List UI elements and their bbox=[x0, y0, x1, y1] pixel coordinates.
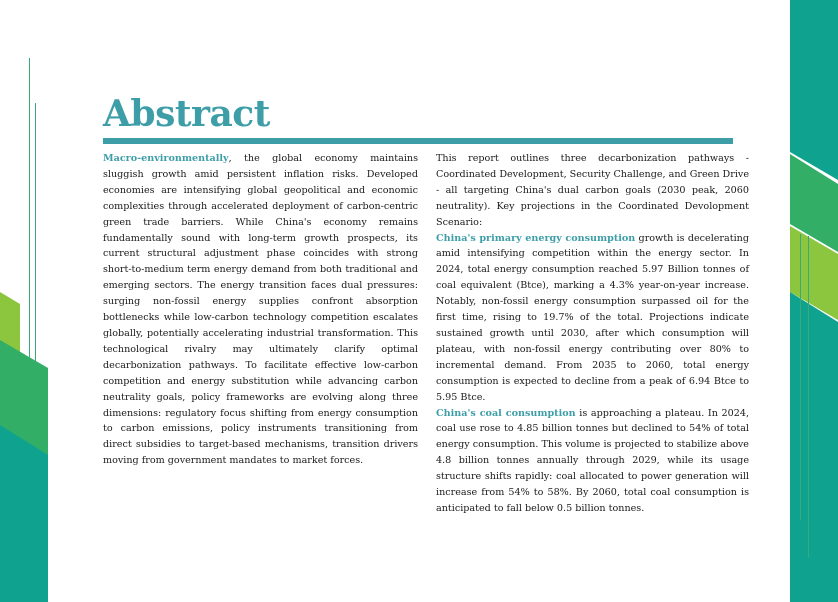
right-teal-top-shape bbox=[790, 0, 838, 180]
macro-lead: Macro-environmentally bbox=[103, 153, 229, 164]
left-decoration bbox=[0, 0, 60, 602]
left-vertical-line-1 bbox=[29, 58, 30, 360]
right-vertical-line-1 bbox=[800, 234, 801, 520]
title-underline bbox=[103, 138, 733, 144]
coal-paragraph bbox=[436, 406, 749, 517]
macro-paragraph bbox=[103, 151, 418, 469]
macro-text: , the global economy maintains sluggish growth amid persistent inflation risks. Developed economies are intensifying global geopolitical and economic complexities through accelerated deployment of carbon-centric green trade barriers. While China's economy remains fundamentally sound with long-term growth prospects, its current structural adjustment phase coincides with strong short-to-medium term energy demand from both traditional and emerging sectors. The energy transition faces dual pressures: surging non-fossil energy supplies confront absorption bottlenecks while low-carbon technology competition escalates globally, potentially accelerating industrial transformation. This technological rivalry may ultimately clarify optimal decarbonization pathways. To facilitate effective low-carbon competition and energy substitution while advancing carbon neutrality goals, policy frameworks are evolving along three dimensions: regulatory focus shifting from energy consumption to carbon emissions, policy instruments transitioning from direct subsidies to target-based mechanisms, transition drivers moving from government mandates to market forces. bbox=[103, 153, 418, 467]
page-title: Abstract bbox=[103, 93, 270, 135]
energy-text: growth is decelerating amid intensifying competition within the energy sector. In 2024, total energy consumption reached 5.97 Billion tonnes of coal equivalent (Btce), marking a 4.3% year-on-year increase. Notably, non-fossil energy consumption surpassed oil for the first time, rising to 19.7% of the total. Projections indicate sustained growth until 2030, after which consumption will plateau, with non-fossil energy contributing over 80% to incremental demand. From 2035 to 2060, total energy consumption is expected to decline from a peak of 6.94 Btce to 5.95 Btce. bbox=[436, 232, 749, 403]
left-teal-shape bbox=[0, 425, 48, 602]
intro-paragraph: This report outlines three decarbonization pathways - Coordinated Development, Security Challenge, and Green Drive - all targeting China's dual carbon goals (2030 peak, 2060 neutrality). Key projections in the Coordinated Devolopment Scenario: bbox=[436, 153, 749, 228]
energy-paragraph bbox=[436, 231, 749, 406]
right-teal-bottom-shape bbox=[790, 292, 838, 602]
left-column bbox=[103, 151, 418, 469]
right-column bbox=[436, 151, 749, 517]
right-vertical-line-2 bbox=[808, 236, 809, 558]
left-vertical-line-2 bbox=[35, 103, 36, 363]
energy-lead: China's primary energy consumption bbox=[436, 232, 636, 244]
coal-lead: China's coal consumption bbox=[436, 407, 576, 419]
coal-text: is approaching a plateau. In 2024, coal use rose to 4.85 billion tonnes but declined to 54% of total energy consumption. This volume is projected to stabilize above 4.8 billion tonnes annually through 2029, while its usage structure shifts rapidly: coal allocated to power generation will increase from 54% to 58%. By 2060, total coal consumption is anticipated to fall below 0.5 billion tonnes. bbox=[436, 407, 749, 514]
